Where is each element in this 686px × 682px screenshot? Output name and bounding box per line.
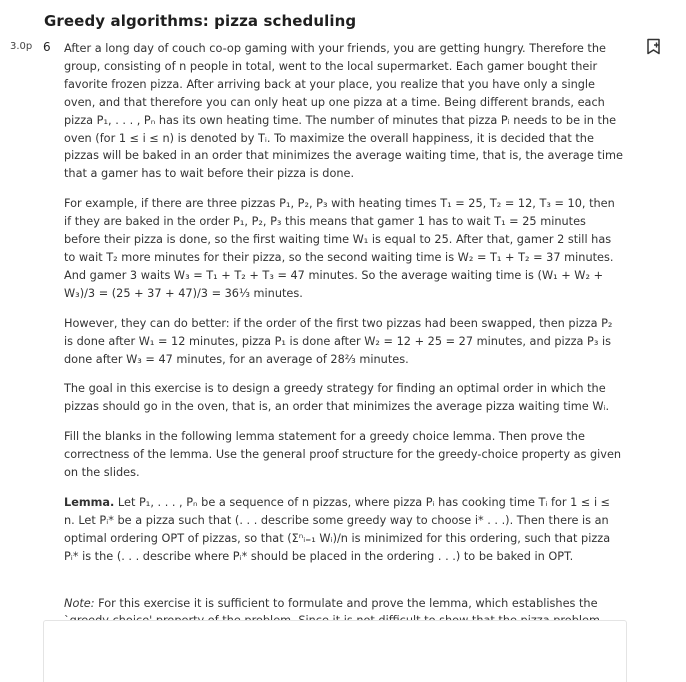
improvement-paragraph: However, they can do better: if the order of the first two pizzas had been swapped, then pizza P₂ is done after W₁ = 12 minutes, pizza P₁ is done after W₂ = 12 + 25 = 27 minutes, and pizza P₃ is done after W₃ = 47 minutes, for an average of 28⅔ minutes.: [64, 316, 613, 366]
answer-input-box[interactable]: [43, 620, 627, 682]
question-number: 6: [43, 40, 51, 54]
note-label: Note:: [64, 596, 95, 610]
note-text: For this exercise it is sufficient to formulate and prove the lemma, which establishes the: [98, 596, 598, 610]
lemma-text: Let P₁, . . . , Pₙ be a sequence of n pizzas, where pizza Pᵢ has cooking time Tᵢ for 1 ≤ i ≤ n. Let Pᵢ* be a pizza such that (. . . describe some greedy way to choose i* . . .). Then there is an optimal ordering OPT of pizzas, so that (Σⁿᵢ₌₁ Wᵢ)/n is minimized for this ordering, such that pizza Pᵢ* is the (. . . describe where Pᵢ* should be placed in the ordering . . .) to be baked in OPT.: [64, 495, 611, 563]
question-title: Greedy algorithms: pizza scheduling: [44, 12, 357, 30]
intro-paragraph: After a long day of couch co-op gaming with your friends, you are getting hungry. Therefore the group, consisting of n people in total, went to the local supermarket. Each gamer bought their favorite frozen pizza. After arriving back at your place, you realize that you have only a single oven, and that therefore you can only heat up one pizza at a time. Being different brands, each pizza P₁, . . . , Pₙ has its own heating time. The number of minutes that pizza Pᵢ needs to be in the oven (for 1 ≤ i ≤ n) is denoted by Tᵢ. To maximize the overall happiness, it is decided that the pizzas will be baked in an order that minimizes the average waiting time, that is, the average time that a gamer has to wait before their pizza is done.: [64, 42, 623, 181]
flag-icon[interactable]: [646, 38, 662, 56]
question-body: [64, 40, 624, 666]
points-label: 3.0p: [10, 41, 33, 52]
instruction-paragraph: Fill the blanks in the following lemma statement for a greedy choice lemma. Then prove the correctness of the lemma. Use the general proof structure for the greedy-choice property as given on the slides.: [64, 430, 622, 480]
flag-icon-svg: [646, 38, 662, 56]
example-paragraph: For example, if there are three pizzas P₁, P₂, P₃ with heating times T₁ = 25, T₂ = 12, T₃ = 10, then if they are baked in the order P₁, P₂, P₃ this means that gamer 1 has to wait T₁ = 25 minutes before their pizza is done, so the first waiting time W₁ is equal to 25. After that, gamer 2 still has to wait T₂ more minutes for their pizza, so the second waiting time is W₂ = T₁ + T₂ = 37 minutes. And gamer 3 waits W₃ = T₁ + T₂ + T₃ = 47 minutes. So the average waiting time is (W₁ + W₂ + W₃)/3 = (25 + 37 + 47)/3 = 36⅓ minutes.: [64, 197, 615, 300]
goal-paragraph: The goal in this exercise is to design a greedy strategy for finding an optimal order in which the pizzas should go in the oven, that is, an order that minimizes the average pizza waiting time Wᵢ.: [64, 382, 610, 414]
lemma-paragraph: [64, 494, 624, 566]
lemma-label: Lemma.: [64, 495, 115, 509]
